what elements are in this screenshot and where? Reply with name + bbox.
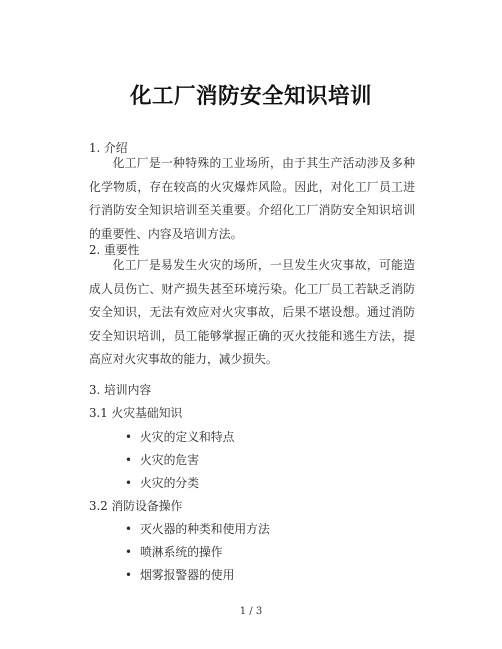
list-item-text: 火灾的分类 <box>140 476 199 490</box>
section-heading-importance: 2. 重要性 <box>89 243 140 257</box>
list-item <box>125 430 234 444</box>
section-paragraph-importance: 化工厂是易发生火灾的场所，一旦发生火灾事故，可能造成人员伤亡、财产损失甚至环境污染。化工厂员工若缺乏消防安全知识，无法有效应对火灾事故，后果不堪设想。通过消防安全知识培训，员工能够掌握正确的灭火技能和逃生方法，提高应对火灾事故的能力，减少损失。 <box>89 258 415 367</box>
list-item <box>125 545 223 559</box>
bullet-icon: • <box>125 430 132 444</box>
section-heading-intro: 1. 介绍 <box>89 141 128 155</box>
bullet-icon: • <box>125 453 132 467</box>
list-item-text: 火灾的定义和特点 <box>140 430 235 444</box>
list-item <box>125 453 199 467</box>
list-item-text: 烟雾报警器的使用 <box>140 568 235 582</box>
document-title: 化工厂消防安全知识培训 <box>129 84 372 109</box>
bullet-icon: • <box>125 568 132 582</box>
list-item-text: 灭火器的种类和使用方法 <box>140 522 270 536</box>
page-number: 1 / 3 <box>239 606 263 617</box>
list-item <box>125 568 234 582</box>
section-paragraph-intro: 化工厂是一种特殊的工业场所，由于其生产活动涉及多种化学物质，存在较高的火灾爆炸风险。因此，对化工厂员工进行消防安全知识培训至关重要。介绍化工厂消防安全知识培训的重要性、内容及培训方法。 <box>89 156 415 241</box>
section-heading-training-content: 3. 培训内容 <box>89 383 152 397</box>
subsection-heading-fire-equipment: 3.2 消防设备操作 <box>89 499 183 513</box>
subsection-heading-fire-basics: 3.1 火灾基础知识 <box>89 406 183 420</box>
list-item-text: 喷淋系统的操作 <box>140 545 223 559</box>
bullet-icon: • <box>125 476 132 490</box>
list-item <box>125 522 270 536</box>
list-item-text: 火灾的危害 <box>140 453 199 467</box>
bullet-icon: • <box>125 522 132 536</box>
list-item <box>125 476 199 490</box>
bullet-icon: • <box>125 545 132 559</box>
